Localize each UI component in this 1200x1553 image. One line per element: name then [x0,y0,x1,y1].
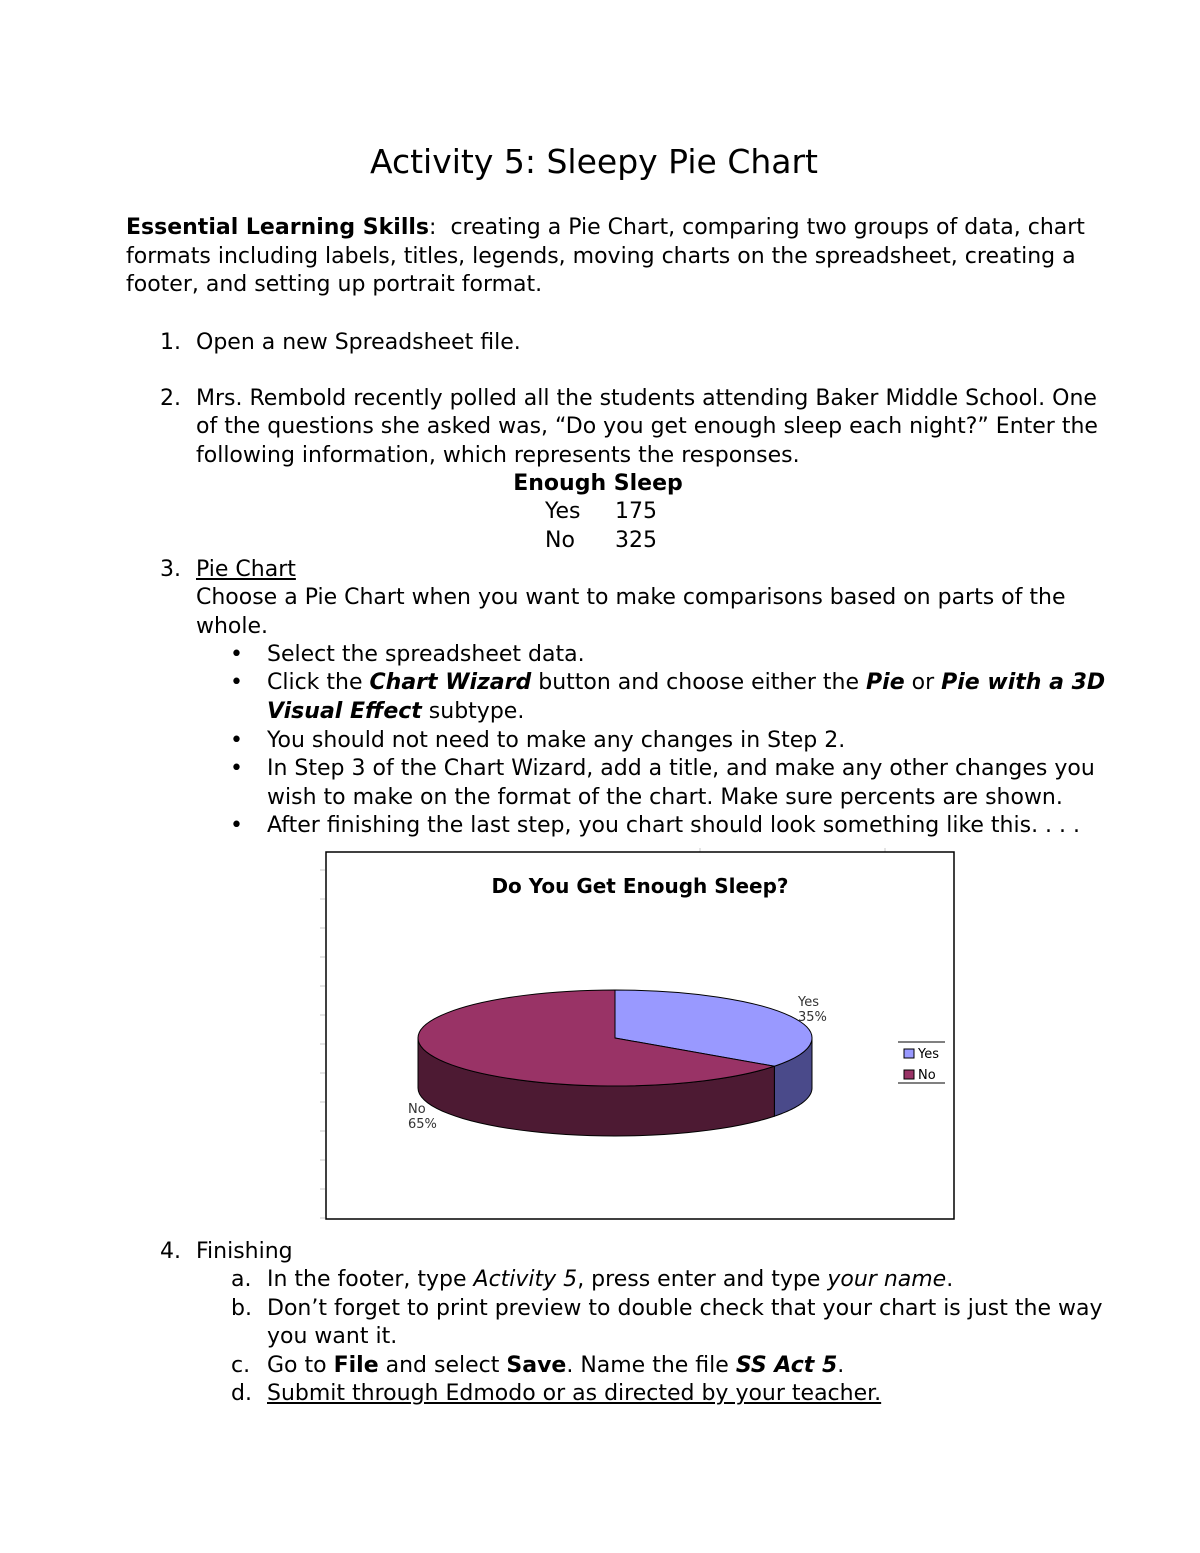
table-row-yes-value: 175 [615,499,657,524]
skills-line-3: footer, and setting up portrait format. [126,272,543,297]
skills-colon: : [429,215,437,240]
step-4b-line-1: Don’t forget to print preview to double check that your chart is just the way [267,1296,1103,1321]
bullet-2-post: subtype. [421,699,525,724]
step-4c-filename: SS Act 5 [735,1353,838,1378]
chart-wizard-term: Chart Wizard [369,670,532,695]
skills-line-1 [126,214,1085,243]
chart-title: Do You Get Enough Sleep? [491,874,789,898]
step-4a-activity: Activity 5 [473,1267,578,1292]
page-title: Activity 5: Sleepy Pie Chart [369,142,818,181]
bullet-2-pre: Click the [267,670,370,695]
bullet-2-line-1 [267,669,1105,698]
table-row-no-label: No [545,528,575,553]
bullet-4-line-1: In Step 3 of the Chart Wizard, add a title, and make any other changes you [267,756,1095,781]
bullet-3-marker: • [230,728,243,753]
data-label-no-category: No [408,1102,426,1117]
table-row-no-value: 325 [615,528,657,553]
step-4d-text: Submit through Edmodo or as directed by your teacher. [267,1381,882,1406]
step-4d-letter: d. [231,1381,252,1406]
pie-plot [408,990,827,1136]
data-label-no-percent: 65% [408,1117,437,1132]
step-4c-mid2: . Name the file [566,1353,736,1378]
step-2-line-2: of the questions she asked was, “Do you get enough sleep each night?” Enter the [196,414,1098,439]
legend-swatch-yes [904,1049,914,1058]
pie-chart-figure [320,848,957,1221]
legend-label-no: No [918,1068,936,1083]
bullet-1-marker: • [230,642,243,667]
step-3-heading: Pie Chart [196,557,296,582]
skills-label: Essential Learning Skills [126,215,430,240]
bullet-3-text: You should not need to make any changes in Step 2. [267,728,846,753]
bullet-4-marker: • [230,756,243,781]
step-2-line-1: Mrs. Rembold recently polled all the students attending Baker Middle School. One [196,386,1097,411]
step-4c-letter: c. [231,1353,251,1378]
bullet-2-marker: • [230,670,243,695]
step-4a-letter: a. [231,1267,252,1292]
step-4a-mid: , press enter and type [577,1267,828,1292]
bullet-2-or: or [904,670,942,695]
bullet-4-line-2: wish to make on the format of the chart. Make sure percents are shown. [267,785,1063,810]
skills-text-1: creating a Pie Chart, comparing two groups of data, chart [450,215,1085,240]
step-4c-file: File [333,1353,379,1378]
table-row-yes-label: Yes [545,499,581,524]
step-3-line-1: Choose a Pie Chart when you want to make comparisons based on parts of the [196,585,1066,610]
data-label-yes-category: Yes [798,995,819,1010]
step-4a-pre: In the footer, type [267,1267,474,1292]
pie-term: Pie [866,670,905,695]
data-label-yes-percent: 35% [798,1010,827,1025]
step-4c-post: . [837,1353,845,1378]
skills-line-2: formats including labels, titles, legends, moving charts on the spreadsheet, creating a [126,244,1076,269]
step-4b-line-2: you want it. [267,1324,398,1349]
step-3-number: 3. [160,557,181,582]
step-4b-letter: b. [231,1296,252,1321]
pie-chart-svg [320,848,957,1221]
step-4c-pre: Go to [267,1353,334,1378]
bullet-2-line-2 [267,698,524,727]
bullet-1-text: Select the spreadsheet data. [267,642,585,667]
table-header: Enough Sleep [513,471,683,496]
step-2-line-3: following information, which represents the responses. [196,443,800,468]
bullet-2-mid: button and choose either the [531,670,867,695]
step-4a-text [267,1266,953,1295]
step-3-line-2: whole. [196,614,269,639]
step-2-number: 2. [160,386,181,411]
legend-label-yes: Yes [918,1047,939,1062]
bullet-5-marker: • [230,813,243,838]
pie-3d-term-b: Visual Effect [267,699,422,724]
step-4a-post: . [946,1267,954,1292]
step-4c-text [267,1352,844,1381]
step-1-number: 1. [160,330,181,355]
step-4-number: 4. [160,1239,181,1264]
step-4c-save: Save [506,1353,567,1378]
step-1-text: Open a new Spreadsheet file. [196,330,521,355]
step-4c-mid: and select [378,1353,507,1378]
bullet-5-text: After finishing the last step, you chart should look something like this. . . . [267,813,1081,838]
legend-swatch-no [904,1070,914,1079]
pie-3d-term-a: Pie with a 3D [941,670,1106,695]
step-4a-name: your name [827,1267,947,1292]
step-4-heading: Finishing [196,1239,293,1264]
